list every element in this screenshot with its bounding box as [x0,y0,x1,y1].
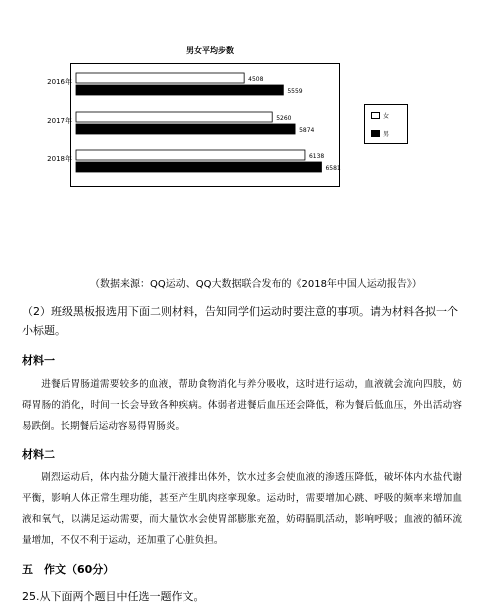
data-label: 5260 [276,115,292,122]
data-label: 6138 [308,153,325,160]
bar-chart [0,0,481,200]
bar-female [76,150,305,160]
legend-label-female: 女 [383,113,390,120]
bar-male [76,124,295,134]
bar-female [76,112,272,122]
legend-item-male [371,129,389,138]
legend-item-female [371,111,389,120]
question-25-prompt: 25.从下面两个题目中任选一题作文。 [22,590,205,603]
category-label: 2016年 [47,78,72,86]
legend-label-male: 男 [383,131,390,138]
material-1-heading: 材料一 [22,354,55,367]
question-2-prompt: （2）班级黑板报选用下面二则材料，告知同学们运动时要注意的事项。请为材料各拟一个小标题。 [22,305,458,337]
bar-female [76,73,244,83]
data-source-caption: （数据来源：QQ运动、QQ大数据联合发布的《2018年中国人运动报告》） [90,279,422,290]
material-1-text: 进餐后胃肠道需要较多的血液，帮助食物消化与养分吸收，这时进行运动，血液就会流向四肢，妨碍胃肠的消化，时间一长会导致各种疾病。体弱者进餐后血压还会降低，称为餐后低血压，外出活动容易跌倒。长期餐后运动容易得胃肠炎。 [22,379,462,432]
chart-legend [364,104,408,144]
material-2-text: 剧烈运动后，体内盐分随大量汗液排出体外，饮水过多会使血液的渗透压降低，破坏体内水盐代谢平衡，影响人体正常生理功能，甚至产生肌肉痉挛现象。运动时，需要增加心跳、呼吸的频率来增加血液和氧气，以满足运动需要，而大量饮水会使胃部膨胀充盈，妨碍膈肌活动，影响呼吸；血液的循环流量增加，不仅不利于运动，还加重了心脏负担。 [22,472,462,546]
data-label: 6581 [325,165,341,172]
bar-male [76,162,321,172]
data-label: 5559 [287,88,303,95]
legend-swatch-female [371,112,380,119]
bar-male [76,85,283,95]
section-5-heading: 五 作文（60分） [22,563,115,576]
chart-title: 男女平均步数 [186,46,234,55]
category-label: 2017年 [47,117,72,125]
legend-swatch-male [371,130,380,137]
category-label: 2018年 [47,155,72,163]
material-2-heading: 材料二 [22,448,55,461]
data-label: 4508 [248,76,264,83]
data-label: 5874 [299,127,315,134]
